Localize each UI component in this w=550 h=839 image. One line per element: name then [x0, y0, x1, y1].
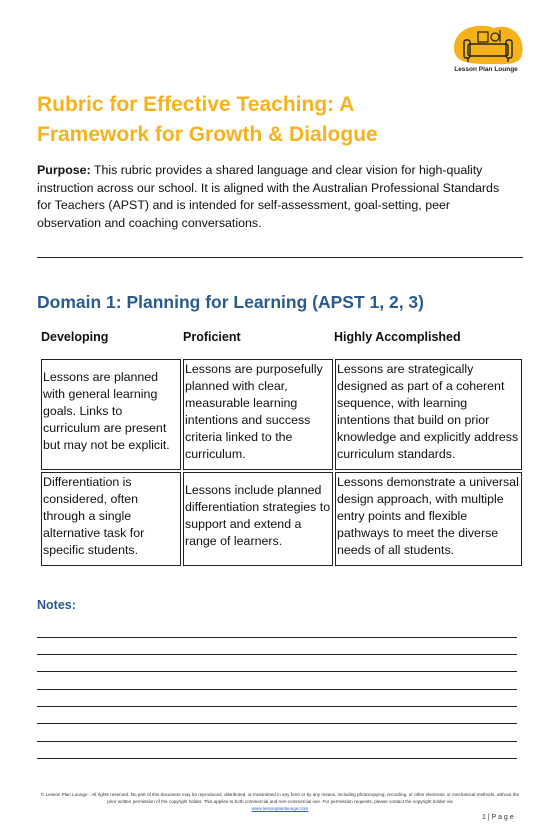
purpose-text: This rubric provides a shared language and clear vision for high-quality instruction across our school. It is aligned with the Australian Professional Standards for Teachers (APST) and is intended for self-assessment, goal-setting, peer observation and coaching conversations. — [37, 163, 500, 230]
notes-line — [37, 671, 517, 672]
table-row — [41, 472, 522, 566]
table-cell: Differentiation is considered, often through a single alternative task for specific students. — [41, 472, 181, 566]
page-number: 1 | P a g e — [482, 814, 514, 821]
table-row — [41, 359, 522, 470]
notes-line — [37, 637, 517, 638]
notes-line — [37, 741, 517, 742]
footer-copyright — [40, 791, 520, 812]
notes-line — [37, 723, 517, 724]
purpose-paragraph — [37, 162, 517, 232]
column-header-highly-accomplished: Highly Accomplished — [334, 330, 461, 344]
notes-line — [37, 689, 517, 690]
logo-caption: Lesson Plan Lounge — [454, 66, 518, 73]
website-link[interactable]: www.lessonplanlounge.com — [251, 806, 309, 811]
page-title: Rubric for Effective Teaching: A Framework for Growth & Dialogue — [37, 93, 378, 146]
purpose-label: Purpose: — [37, 163, 91, 177]
table-cell: Lessons demonstrate a universal design approach, with multiple entry points and flexible pathways to meet the diverse needs of all students. — [335, 472, 522, 566]
section-divider — [37, 257, 523, 258]
notes-line — [37, 654, 517, 655]
notes-line — [37, 758, 517, 759]
notes-label: Notes: — [37, 598, 76, 612]
notes-line — [37, 706, 517, 707]
domain-title: Domain 1: Planning for Learning (APST 1, 2, 3) — [37, 292, 424, 312]
table-cell: Lessons are planned with general learning goals. Links to curriculum are present but may not be explicit. — [41, 359, 181, 470]
table-cell: Lessons are strategically designed as part of a coherent sequence, with learning intentions that build on prior knowledge and explicitly address curriculum standards. — [335, 359, 522, 470]
table-cell: Lessons include planned differentiation strategies to support and extend a range of learners. — [183, 472, 333, 566]
column-header-proficient: Proficient — [183, 330, 241, 344]
column-header-developing: Developing — [41, 330, 109, 344]
rubric-table — [39, 357, 524, 568]
table-cell: Lessons are purposefully planned with clear, measurable learning intentions and success criteria linked to the curriculum. — [183, 359, 333, 470]
copyright-text: © Lesson Plan Lounge - All rights reserved. No part of this document may be reproduced, distributed, or transmitted in any form or by any means, including photocopying, recording, or other electronic or mechanical methods, without the prior written permission of the copyright holder. This applies to both commercial and non-commercial use. For permission requests, please contact the copyright holder via — [40, 792, 520, 804]
